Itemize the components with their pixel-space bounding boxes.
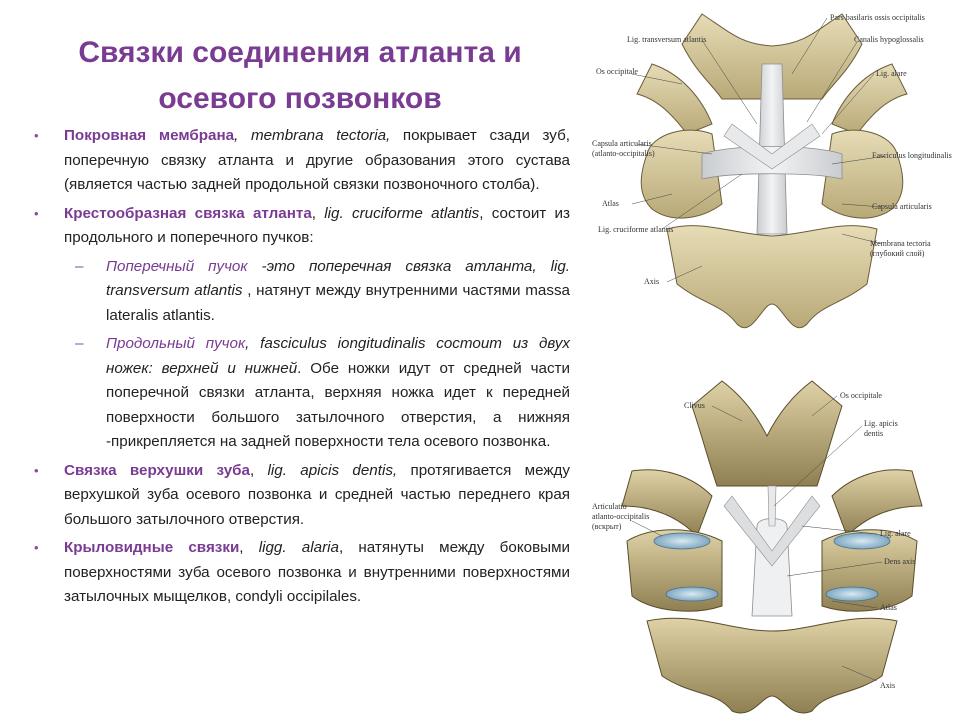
label-clivus: Clivus <box>684 401 705 410</box>
label-lig-apicis-2: dentis <box>864 429 884 438</box>
item-text: , натянуты между боковыми поверхностями зуба осевого позвонка и внутренними поверхностями затылочных мыщелков, condyli occipilales. <box>64 539 570 605</box>
label-axis: Axis <box>644 277 660 286</box>
sub-term: Продольный пучок <box>106 335 246 352</box>
label-canalis: Canalis hypoglossalis <box>854 35 924 44</box>
item-text: покрывает сзади зуб, поперечную связку атланта и другие образования этого сустава (является частью задней продольной связки позвоночного столба). <box>64 127 570 193</box>
slide-title <box>40 30 560 122</box>
median-atlantoaxial-joint-illustration <box>592 376 952 720</box>
dash-marker: – <box>75 335 84 352</box>
sub-italic: , fasciculus iongitudinalis состоит из двух ножек: верхней и нижней <box>106 335 571 377</box>
dens-with-ligaments <box>724 486 820 616</box>
label-pars-basilaris: Pars basilaris ossis occipitalis <box>830 13 925 22</box>
separator: , <box>249 461 268 479</box>
bullet-marker: • <box>34 205 39 221</box>
separator: , <box>239 539 259 556</box>
label-os-occipitale: Os occipitale <box>840 391 882 400</box>
sub-text: . Обе ножки идут от средней части поперечной связки атланта, верхняя ножка идет к передней поверхности большого затылочного отверстия, а нижняя -прикрепляется на задней поверхности тела осевого позвонка. <box>106 359 570 450</box>
label-articulatio-2: atlanto-occipitalis <box>592 512 650 521</box>
sub-term: Поперечный пучок <box>106 257 248 275</box>
label-capsula: Capsula articularis <box>872 202 932 211</box>
label-lig-transversum: Lig. transversum atlantis <box>627 35 707 44</box>
label-membrana-2: (глубокий слой) <box>870 249 925 258</box>
bullet-item <box>34 124 570 198</box>
label-fasciculus: Fasciculus longitudinalis <box>872 151 952 160</box>
latin-term: ligg. alaria <box>258 539 339 556</box>
sub-item <box>34 255 570 329</box>
label-os-occipitale: Os occipitale <box>596 67 638 76</box>
title-line-1: Связки соединения атланта и <box>78 36 522 69</box>
bullet-item <box>34 536 570 610</box>
label-lig-alare: Lig. alare <box>876 69 907 78</box>
label-membrana: Membrana tectoria <box>870 239 931 248</box>
label-dens: Dens axis <box>884 557 916 566</box>
term: Покровная мембрана <box>64 127 235 144</box>
label-lig-alare: Lig. alare <box>880 529 911 538</box>
label-axis: Axis <box>880 681 896 690</box>
item-text: , состоит из продольного и поперечного пучков: <box>64 204 570 246</box>
title-line-2: осевого позвонков <box>158 82 442 115</box>
bullet-marker: • <box>34 540 39 555</box>
label-atlas: Atlas <box>880 603 897 612</box>
term: Крыловидные связки <box>64 539 240 556</box>
content-body <box>34 124 570 614</box>
sub-item <box>34 332 570 455</box>
sub-text: , натянут между внутренними частями massa lateralis atlantis. <box>106 282 570 324</box>
label-capsula-ao: Capsula articularis <box>592 139 652 148</box>
label-articulatio: Articulatio <box>592 502 627 511</box>
axis-bone <box>667 226 877 328</box>
bullet-item <box>34 459 570 533</box>
latin-term: , membrana tectoria, <box>234 127 391 144</box>
bullet-marker: • <box>34 462 39 478</box>
bullet-marker: • <box>34 128 39 143</box>
label-lig-cruciforme: Lig. cruciforme atlantis <box>598 225 674 234</box>
bullet-item <box>34 202 570 251</box>
dash-marker: – <box>75 257 84 275</box>
label-capsula-ao-2: (atlanto-occipitalis) <box>592 149 655 158</box>
term: Крестообразная связка атланта <box>64 204 312 222</box>
term: Связка верхушки зуба <box>64 461 250 479</box>
item-text: протягивается между верхушкой зуба осевого позвонка и средней частью переднего края большого затылочного отверстия. <box>64 461 570 528</box>
atlantoaxial-ligaments-posterior-illustration <box>592 4 952 358</box>
sub-italic: -это поперечная связка атланта, lig. transversum atlantis <box>106 257 570 299</box>
label-lig-apicis: Lig. apicis <box>864 419 898 428</box>
separator: , <box>311 204 325 222</box>
latin-term: lig. apicis dentis, <box>267 461 398 479</box>
label-atlas: Atlas <box>602 199 619 208</box>
label-articulatio-3: (вскрыт) <box>592 522 622 531</box>
latin-term: lig. cruciforme atlantis <box>324 204 480 222</box>
axis-bone <box>647 618 897 713</box>
